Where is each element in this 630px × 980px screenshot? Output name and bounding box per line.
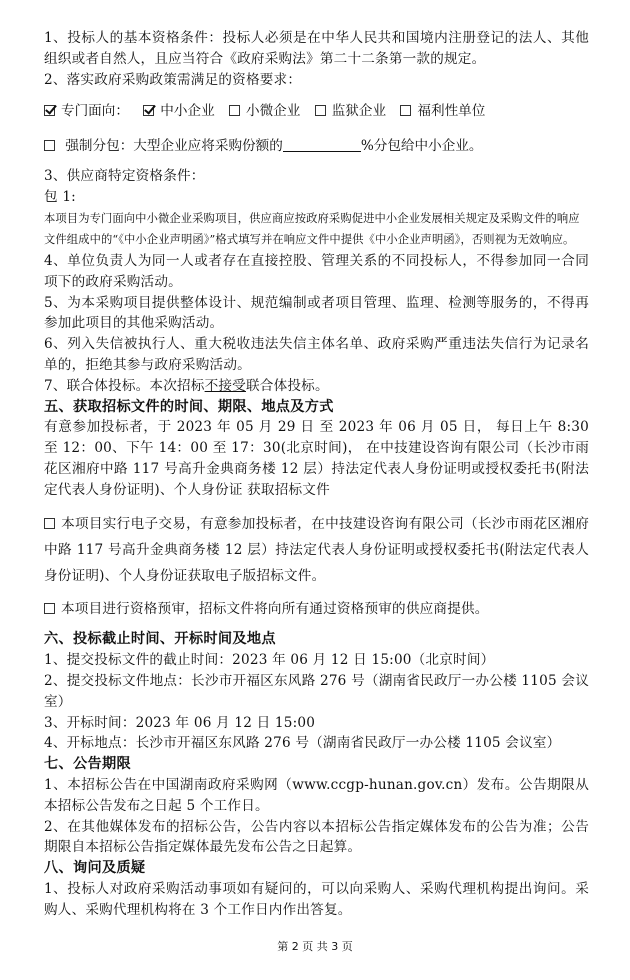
package-label: 包 1: — [44, 189, 76, 206]
prequal-option: 本项目进行资格预审，招标文件将向所有通过资格预审的供应商提供。 — [44, 599, 589, 620]
checkbox-empty-icon[interactable] — [44, 518, 55, 529]
document-page — [44, 28, 589, 921]
section-8-heading: 八、询问及质疑 — [44, 860, 146, 877]
electronic-option: 本项目实行电子交易，有意参加投标者，在中技建设咨询有限公司（长沙市雨花区湘府中路 117 号高升金典商务楼 12 层）持法定代表人身份证明或授权委托书(附法定代表人身份证明)、个人身份证获取电子版招标文件。 — [44, 515, 589, 584]
section-6-line-4: 4、开标地点：长沙市开福区东风路 276 号（湖南省民政厅一办公楼 1105 会议室） — [44, 735, 561, 752]
qualification-item-5: 5、为本采购项目提供整体设计、规范编制或者项目管理、监理、检测等服务的，不得再参加此项目的其他采购活动。 — [44, 294, 589, 332]
option-micro[interactable]: 小微企业 — [229, 103, 300, 119]
option-sme[interactable]: 中小企业 — [143, 103, 214, 119]
section-6-heading: 六、投标截止时间、开标时间及地点 — [44, 631, 276, 648]
blank-field — [283, 137, 361, 152]
checkbox-empty-icon[interactable] — [400, 105, 411, 116]
option-dedicated[interactable]: 专门面向： — [44, 103, 129, 119]
package-note: 本项目为专门面向中小微企业采购项目，供应商应按政府采购促进中小企业发展相关规定及采购文件的响应文件组成中的“《中小企业声明函》”格式填写并在响应文件中提供《中小企业声明函》，否则视为无效响应。 — [44, 211, 580, 247]
section-7-heading: 七、公告期限 — [44, 756, 131, 773]
qualification-item-6: 6、列入失信被执行人、重大税收违法失信主体名单、政府采购严重违法失信行为记录名单的，拒绝其参与政府采购活动。 — [44, 336, 589, 373]
section-6-line-2: 2、提交投标文件地点：长沙市开福区东风路 276 号（湖南省民政厅一办公楼 1105 会议室） — [44, 672, 589, 710]
option-welfare[interactable]: 福利性单位 — [400, 103, 485, 119]
qualification-item-3: 3、供应商特定资格条件： — [44, 168, 205, 185]
checkbox-empty-icon[interactable] — [44, 603, 55, 614]
checkbox-checked-icon[interactable] — [143, 105, 154, 116]
page-footer: 第 2 页 共 3 页 — [277, 940, 353, 953]
section-8-line-1: 1、投标人对政府采购活动事项如有疑问的，可以向采购人、采购代理机构提出询问。采购人、采购代理机构将在 3 个工作日内作出答复。 — [44, 880, 589, 918]
checkbox-empty-icon[interactable] — [44, 140, 55, 151]
checkbox-checked-icon[interactable] — [44, 105, 55, 116]
section-5-heading: 五、获取招标文件的时间、期限、地点及方式 — [44, 398, 334, 415]
checkbox-empty-icon[interactable] — [229, 105, 240, 116]
section-7-line-2: 2、在其他媒体发布的招标公告，公告内容以本招标公告指定媒体发布的公告为准；公告期限自本招标公告指定媒体最先发布公告之日起算。 — [44, 818, 589, 856]
forced-subcontract: 强制分包：大型企业应将采购份额的 %分包给中小企业。 — [44, 136, 589, 156]
section-5-body: 有意参加投标者，于 2023 年 05 月 29 日 至 2023 年 06 月 05 日， 每日上午 8:30 至 12：00、下午 14：00 至 17：30(北京时间)， 在中技建设咨询有限公司（长沙市雨花区湘府中路 117 号高升金典商务楼 12 层）持法定代表人身份证明或授权委托书(附法定代表人身份证明)、个人身份证 获取招标文件 — [44, 419, 589, 498]
section-6-line-1: 1、提交投标文件的截止时间：2023 年 06 月 12 日 15:00（北京时间） — [44, 652, 495, 669]
checkbox-empty-icon[interactable] — [315, 105, 326, 116]
qualification-item-2: 2、落实政府采购政策需满足的资格要求： — [44, 71, 302, 88]
qualification-item-7: 7、联合体投标。本次招标不接受联合体投标。 — [44, 377, 329, 394]
qualification-item-1: 1、投标人的基本资格条件：投标人必须是在中华人民共和国境内注册登记的法人、其他组织或者自然人，且应当符合《政府采购法》第二十二条第一款的规定。 — [44, 30, 589, 67]
policy-options — [44, 101, 589, 121]
section-6-line-3: 3、开标时间：2023 年 06 月 12 日 15:00 — [44, 714, 316, 731]
qualification-item-4: 4、单位负责人为同一人或者存在直接控股、管理关系的不同投标人，不得参加同一合同项下的政府采购活动。 — [44, 252, 589, 290]
option-prison[interactable]: 监狱企业 — [315, 103, 386, 119]
section-7-line-1: 1、本招标公告在中国湖南政府采购网（www.ccgp-hunan.gov.cn）发布。公告期限从本招标公告发布之日起 5 个工作日。 — [44, 776, 589, 814]
